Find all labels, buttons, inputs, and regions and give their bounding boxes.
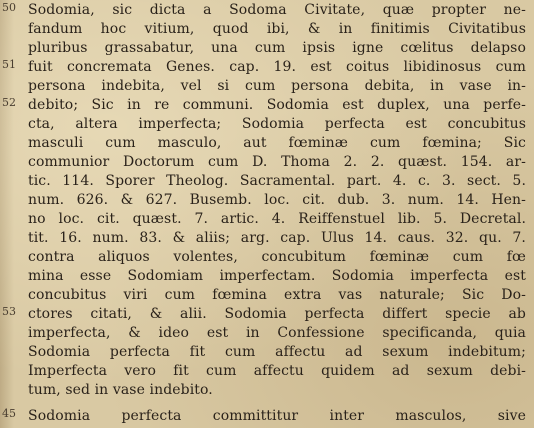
line-text: Imperfecta vero fit cum affectu quidem ad sexum debi-: [28, 363, 526, 379]
text-line: [0, 380, 534, 401]
text-line: [0, 361, 534, 382]
line-text: fuit concremata Genes. cap. 19. est coitus libidinosus cum: [28, 59, 526, 75]
text-line: [0, 209, 534, 230]
text-line: [0, 304, 534, 325]
line-text: masculi cum masculo, aut fœminæ cum fœmina; Sic: [28, 135, 526, 151]
text-line: [0, 95, 534, 116]
text-line: [0, 266, 534, 287]
text-line: [0, 114, 534, 135]
line-text: tit. 16. num. 83. & aliis; arg. cap. Ulus 14. caus. 32. qu. 7.: [28, 230, 526, 246]
margin-number: 52: [2, 96, 16, 109]
margin-number: 45: [2, 407, 16, 420]
line-text: debito; Sic in re communi. Sodomia est duplex, una perfe-: [28, 97, 526, 113]
text-line: [0, 228, 534, 249]
text-line: [0, 133, 534, 154]
line-text: ctores citati, & alii. Sodomia perfecta differt specie ab: [28, 306, 526, 322]
line-text: concubitus viri cum fœmina extra vas naturale; Sic Do-: [28, 287, 526, 303]
line-text: mina esse Sodomiam imperfectam. Sodomia imperfecta est: [28, 268, 526, 284]
line-text: no loc. cit. quæst. 7. artic. 4. Reiffenstuel lib. 5. Decretal.: [28, 211, 526, 227]
text-line: [0, 152, 534, 173]
text-line: [0, 285, 534, 306]
margin-number: 51: [2, 58, 16, 71]
line-text: contra aliquos volentes, concubitum fœminæ cum fœ: [28, 249, 526, 265]
text-line: [0, 406, 534, 427]
line-text: persona indebita, vel si cum persona debita, in vase in-: [28, 78, 526, 94]
line-text: Sodomia perfecta fit cum affectu ad sexum indebitum;: [28, 344, 526, 360]
margin-number: 50: [2, 1, 16, 14]
line-text: imperfecta, & ideo est in Confessione specificanda, quia: [28, 325, 526, 341]
text-line: [0, 0, 534, 21]
line-text: tic. 114. Sporer Theolog. Sacramental. part. 4. c. 3. sect. 5.: [28, 173, 526, 189]
text-line: [0, 57, 534, 78]
text-line: [0, 342, 534, 363]
line-text: communior Doctorum cum D. Thoma 2. 2. quæst. 154. ar-: [28, 154, 526, 170]
text-line: [0, 171, 534, 192]
margin-number: 53: [2, 305, 16, 318]
text-line: [0, 38, 534, 59]
line-text: pluribus grassabatur, una cum ipsis igne cœlitus delapso: [28, 40, 526, 56]
text-line: [0, 76, 534, 97]
text-line: [0, 190, 534, 211]
line-text: cta, altera imperfecta; Sodomia perfecta est concubitus: [28, 116, 526, 132]
text-line: [0, 247, 534, 268]
line-text: num. 626. & 627. Busemb. loc. cit. dub. 3. num. 14. Hen-: [28, 192, 526, 208]
line-text: fandum hoc vitium, quod ibi, & in finitimis Civitatibus: [28, 21, 526, 37]
text-line: [0, 323, 534, 344]
line-text: tum, sed in vase indebito.: [28, 382, 213, 398]
line-text: Sodomia, sic dicta a Sodoma Civitate, quæ propter ne-: [28, 2, 526, 18]
line-text: Sodomia perfecta committitur inter masculos, sive: [28, 408, 526, 424]
text-line: [0, 19, 534, 40]
